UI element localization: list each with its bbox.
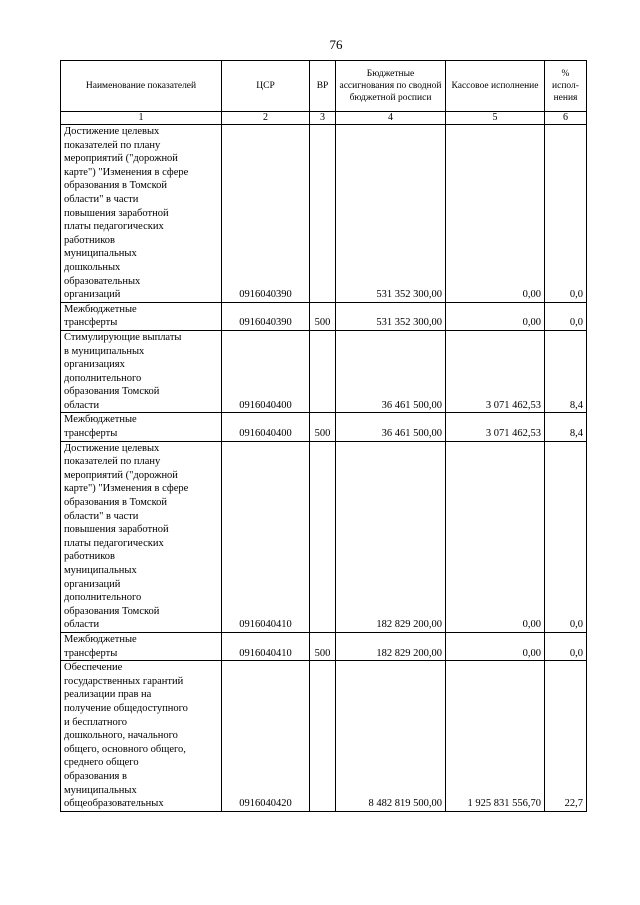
execution-percent: 8,4 — [545, 330, 587, 413]
column-number-row — [61, 112, 587, 125]
csr-code: 0916040400 — [222, 330, 310, 413]
header-execution-percent: % испол-нения — [545, 61, 587, 112]
budget-amount: 531 352 300,00 — [336, 302, 446, 330]
table-row — [61, 302, 587, 330]
column-number: 4 — [336, 112, 446, 125]
column-number: 2 — [222, 112, 310, 125]
execution-percent: 0,0 — [545, 632, 587, 660]
budget-amount: 182 829 200,00 — [336, 441, 446, 632]
cash-amount: 0,00 — [446, 441, 545, 632]
csr-code: 0916040390 — [222, 302, 310, 330]
header-budget-allocations: Бюджетные ассигнования по сводной бюджетной росписи — [336, 61, 446, 112]
cash-amount: 0,00 — [446, 632, 545, 660]
indicator-name: Достижение целевых показателей по плану мероприятий ("дорожной карте") "Изменения в сфере образования в Томской области" в части повышения заработной платы педагогических работников муниципальных организаций дополнительного образования Томской области — [61, 441, 222, 632]
execution-percent: 22,7 — [545, 661, 587, 812]
page-number: 76 — [329, 37, 343, 52]
csr-code: 0916040420 — [222, 661, 310, 812]
table-row — [61, 125, 587, 303]
execution-percent: 0,0 — [545, 302, 587, 330]
column-number: 1 — [61, 112, 222, 125]
csr-code: 0916040410 — [222, 632, 310, 660]
vr-code — [310, 125, 336, 303]
execution-percent: 0,0 — [545, 441, 587, 632]
indicator-name: Достижение целевых показателей по плану мероприятий ("дорожной карте") "Изменения в сфере образования в Томской области" в части повышения заработной платы педагогических работников муниципальных дошкольных образовательных организаций — [61, 125, 222, 303]
indicator-name: Межбюджетные трансферты — [61, 302, 222, 330]
vr-code: 500 — [310, 413, 336, 441]
header-csr: ЦСР — [222, 61, 310, 112]
vr-code: 500 — [310, 632, 336, 660]
cash-amount: 3 071 462,53 — [446, 413, 545, 441]
table-row — [61, 632, 587, 660]
vr-code: 500 — [310, 302, 336, 330]
indicator-name: Стимулирующие выплаты в муниципальных организациях дополнительного образования Томской области — [61, 330, 222, 413]
indicator-name: Межбюджетные трансферты — [61, 632, 222, 660]
cash-amount: 0,00 — [446, 302, 545, 330]
table-row — [61, 413, 587, 441]
header-cash-execution: Кассовое исполнение — [446, 61, 545, 112]
vr-code — [310, 441, 336, 632]
table-header-row — [61, 61, 587, 112]
header-vr: ВР — [310, 61, 336, 112]
header-indicator-name: Наименование показателей — [61, 61, 222, 112]
table-row — [61, 441, 587, 632]
budget-amount: 8 482 819 500,00 — [336, 661, 446, 812]
cash-amount: 3 071 462,53 — [446, 330, 545, 413]
budget-amount: 531 352 300,00 — [336, 125, 446, 303]
cash-amount: 1 925 831 556,70 — [446, 661, 545, 812]
budget-execution-table — [60, 60, 587, 812]
column-number: 3 — [310, 112, 336, 125]
csr-code: 0916040410 — [222, 441, 310, 632]
csr-code: 0916040400 — [222, 413, 310, 441]
execution-percent: 0,0 — [545, 125, 587, 303]
indicator-name: Обеспечение государственных гарантий реализации прав на получение общедоступного и бесплатного дошкольного, начального общего, основного общего, среднего общего образования в муниципальных общеобразовательных — [61, 661, 222, 812]
csr-code: 0916040390 — [222, 125, 310, 303]
execution-percent: 8,4 — [545, 413, 587, 441]
cash-amount: 0,00 — [446, 125, 545, 303]
column-number: 5 — [446, 112, 545, 125]
budget-amount: 182 829 200,00 — [336, 632, 446, 660]
budget-amount: 36 461 500,00 — [336, 330, 446, 413]
vr-code — [310, 661, 336, 812]
table-row — [61, 661, 587, 812]
column-number: 6 — [545, 112, 587, 125]
budget-amount: 36 461 500,00 — [336, 413, 446, 441]
indicator-name: Межбюджетные трансферты — [61, 413, 222, 441]
vr-code — [310, 330, 336, 413]
table-row — [61, 330, 587, 413]
